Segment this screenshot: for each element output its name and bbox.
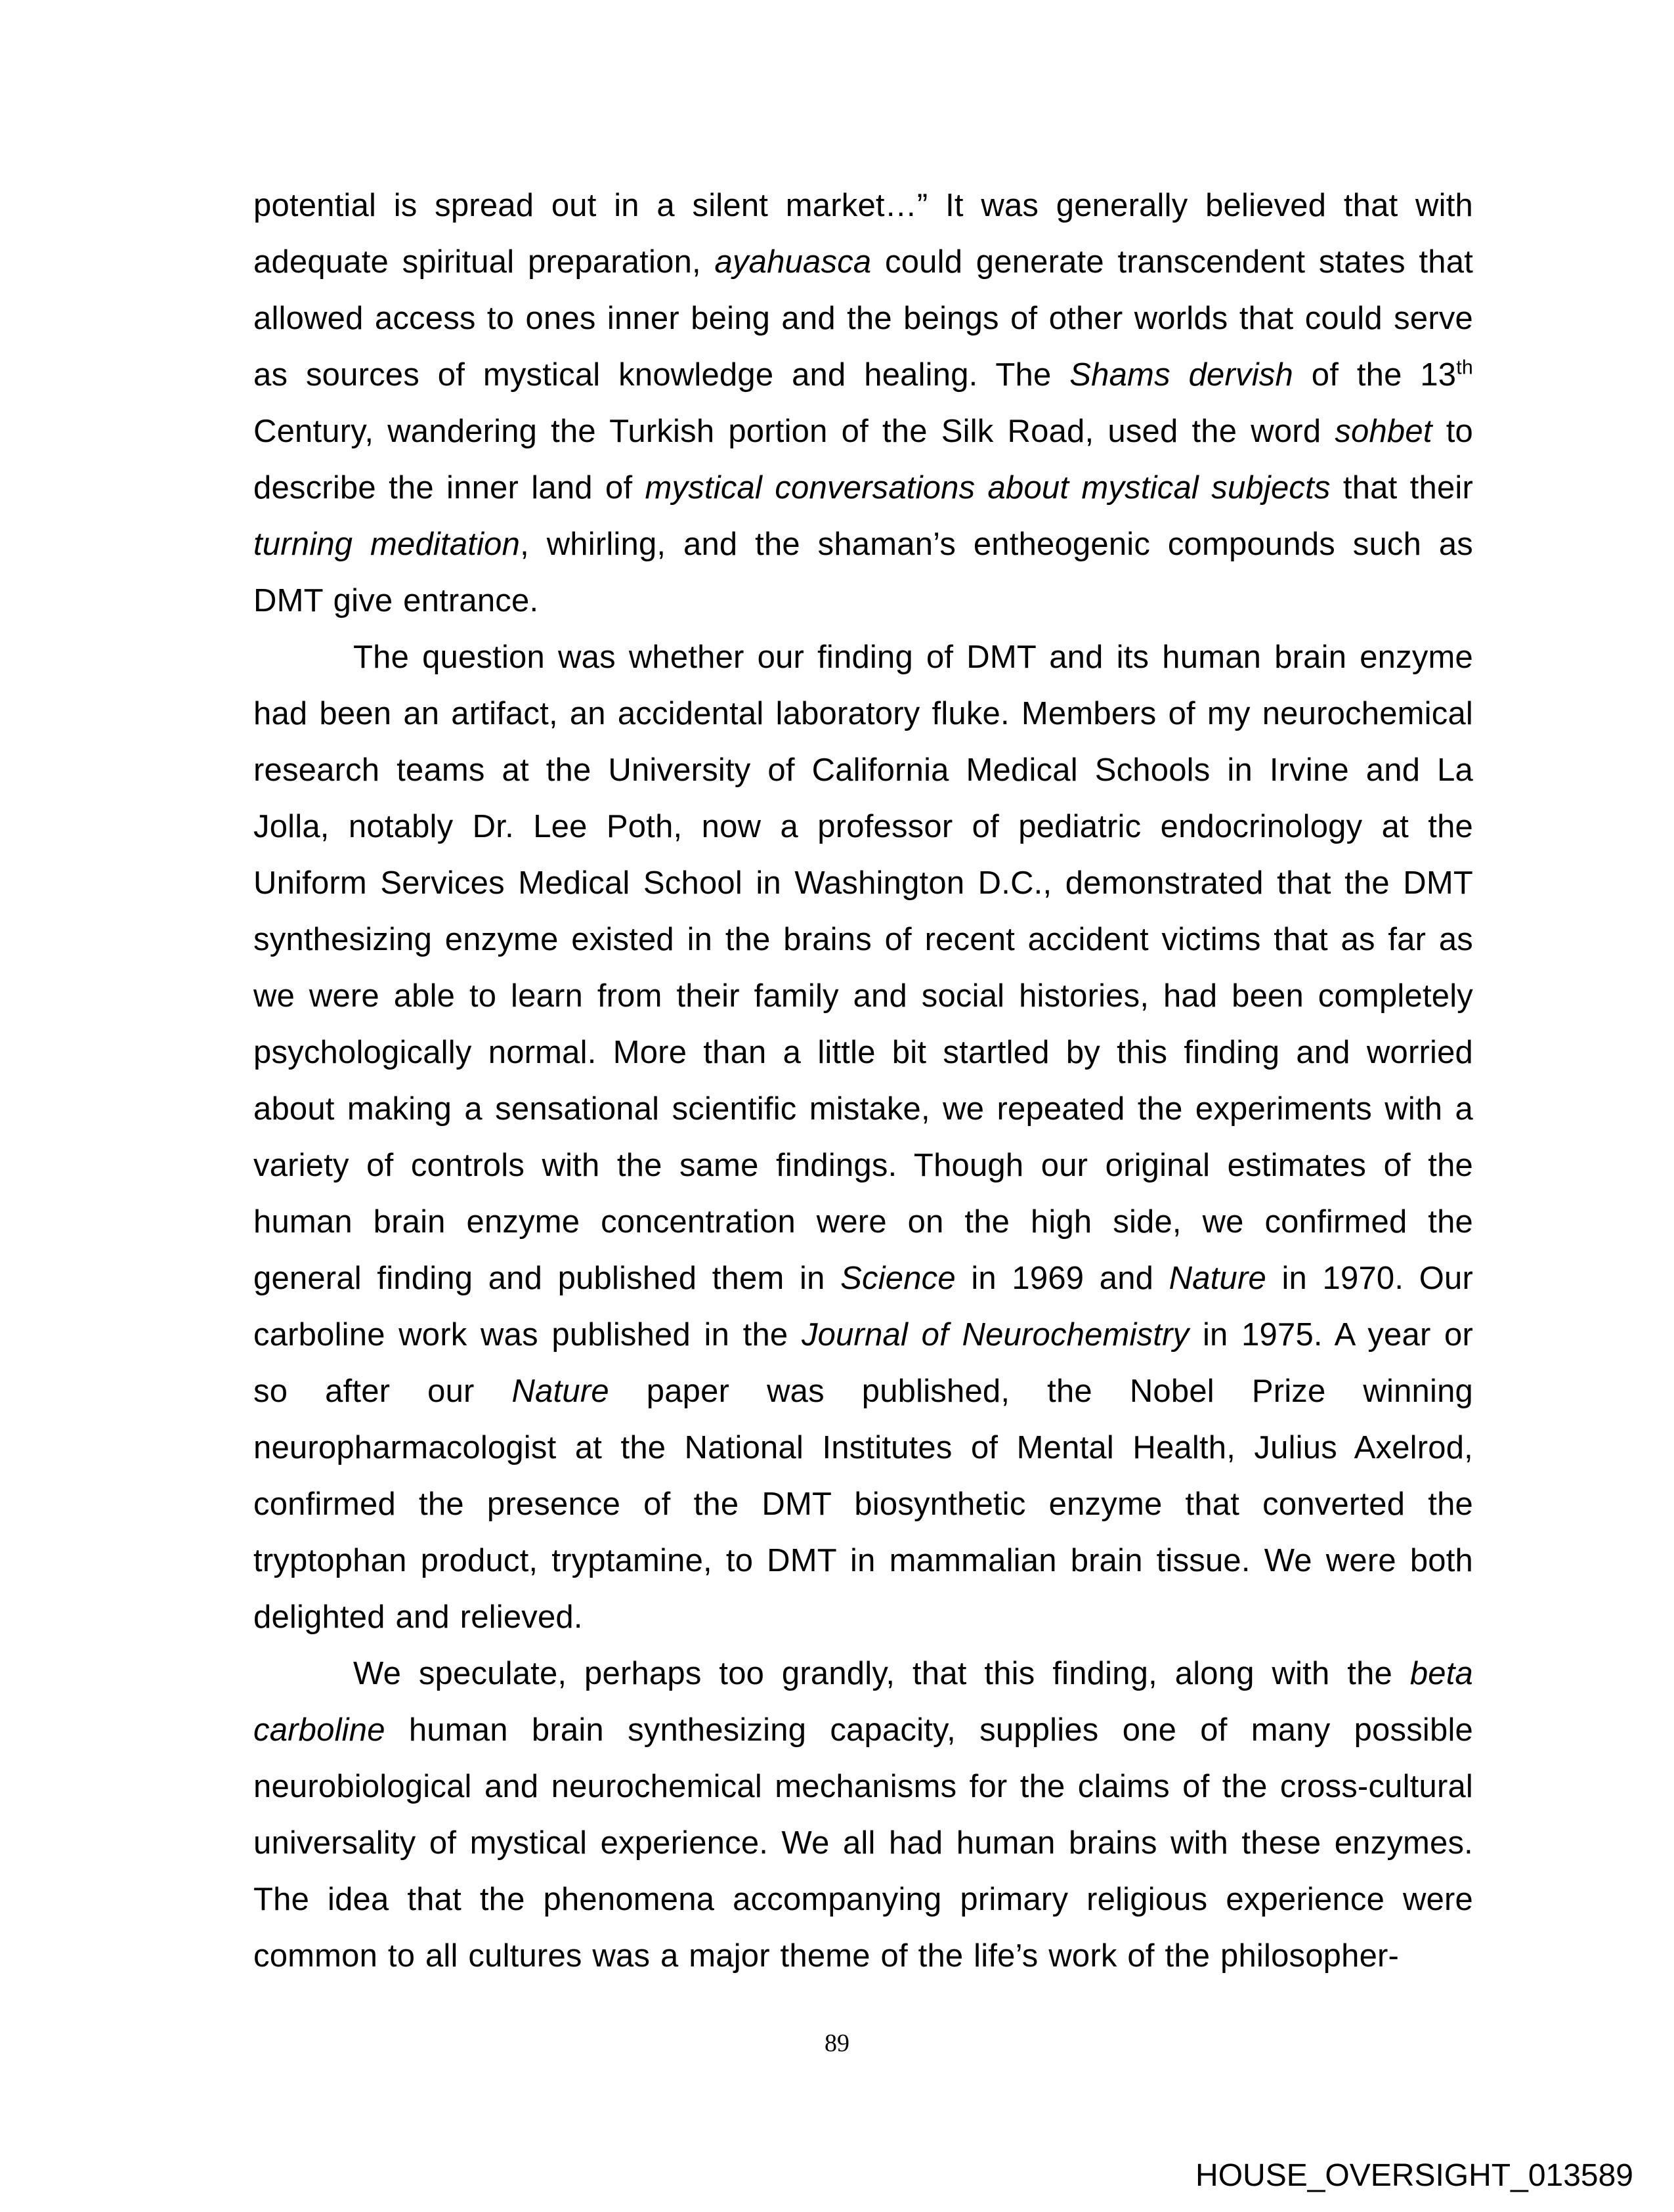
paragraph: We speculate, perhaps too grandly, that this finding, along with the beta carboline human brain synthesizing capacity, supplies one of many possible neurobiological and neurochemical mechanisms for the claims of the cross-cultural universality of mystical experience. We all had human brains with these enzymes. The idea that the phenomena accompanying primary religious experience were common to all cultures was a major theme of the life’s work of the philosopher- [253, 1656, 1473, 1974]
text-block [253, 177, 1473, 1984]
paragraph: The question was whether our finding of DMT and its human brain enzyme had been an artifact, an accidental laboratory fluke. Members of my neurochemical research teams at the University of California Medical Schools in Irvine and La Jolla, notably Dr. Lee Poth, now a professor of pediatric endocrinology at the Uniform Services Medical School in Washington D.C., demonstrated that the DMT synthesizing enzyme existed in the brains of recent accident victims that as far as we were able to learn from their family and social histories, had been completely psychologically normal. More than a little bit startled by this finding and worried about making a sensational scientific mistake, we repeated the experiments with a variety of controls with the same findings. Though our original estimates of the human brain enzyme concentration were on the high side, we confirmed the general finding and published them in Science in 1969 and Nature in 1970. Our carboline work was published in the Journal of Neurochemistry in 1975. A year or so after our Nature paper was published, the Nobel Prize winning neuropharmacologist at the National Institutes of Mental Health, Julius Axelrod, confirmed the presence of the DMT biosynthetic enzyme that converted the tryptophan product, tryptamine, to DMT in mammalian brain tissue. We were both delighted and relieved. [253, 640, 1474, 1635]
bates-stamp: HOUSE_OVERSIGHT_013589 [1195, 2158, 1633, 2193]
paragraph: potential is spread out in a silent market…” It was generally believed that with adequate spiritual preparation, ayahuasca could generate transcendent states that allowed access to ones inner being and the beings of other worlds that could serve as sources of mystical knowledge and healing. The Shams dervish of the 13th Century, wandering the Turkish portion of the Silk Road, used the word sohbet to describe the inner land of mystical conversations about mystical subjects that their turning meditation, whirling, and the shaman’s entheogenic compounds such as DMT give entrance. [253, 188, 1474, 618]
page-number: 89 [825, 2029, 849, 2057]
